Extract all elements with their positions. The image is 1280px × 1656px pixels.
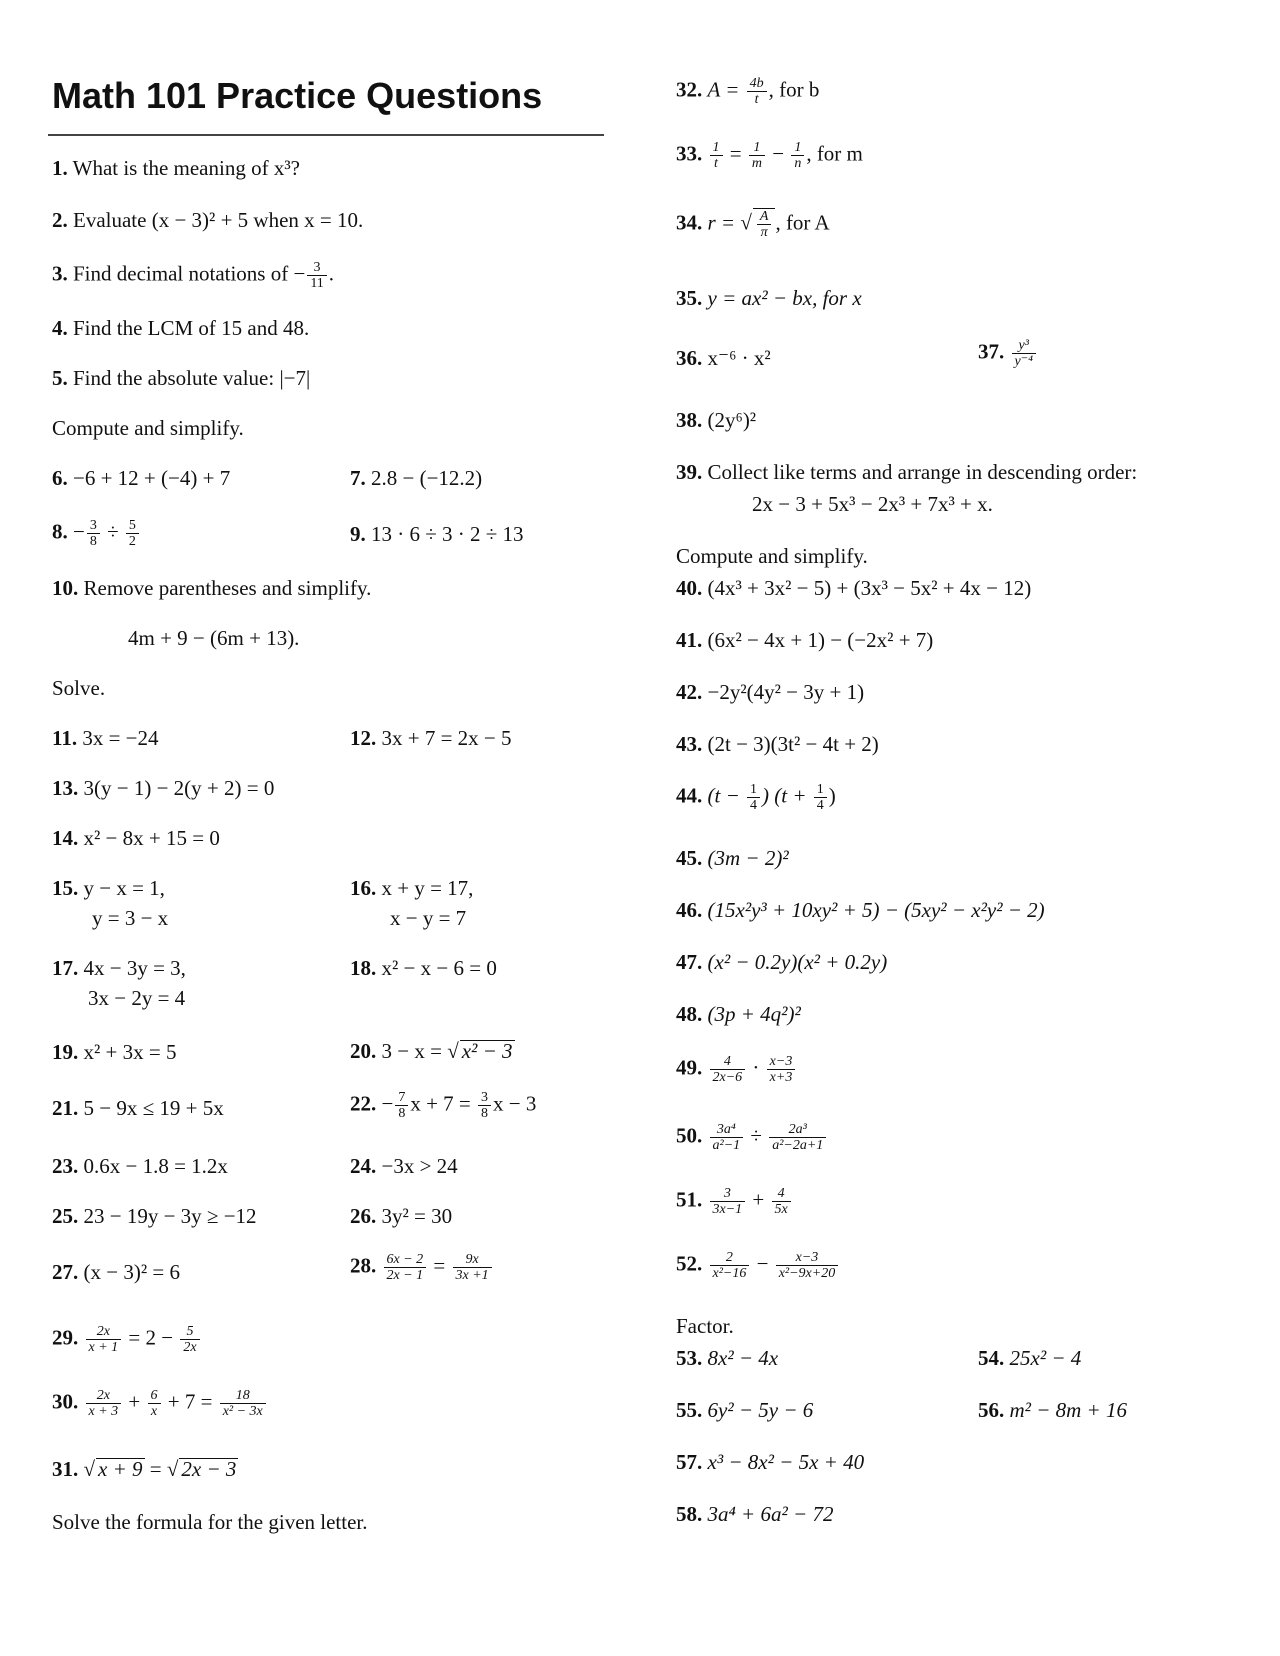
question-23: 23. 0.6x − 1.8 = 1.2x [52, 1154, 228, 1178]
section-heading: Solve. [52, 676, 106, 700]
question-22: 22. − $\frac{7}{8}$ x + 7 = $\frac{3}{8}$ x − 3 [350, 1090, 537, 1122]
question-45: 45. (3m − 2)² [676, 846, 789, 870]
question-44: 44. (t − $\frac{1}{4}$ ) (t + $\frac{1}{4}$ ) [676, 782, 836, 814]
question-32: 32. A = $\frac{4b}{t}$ , for b [676, 76, 820, 108]
question-38: 38. (2y⁶)² [676, 408, 757, 432]
question-39: 39. Collect like terms and arrange in descending order: [676, 460, 1138, 484]
question-11: 11. 3x = −24 [52, 726, 159, 750]
question-25: 25. 23 − 19y − 3y ≥ −12 [52, 1204, 257, 1228]
question-19: 19. x² + 3x = 5 [52, 1040, 177, 1064]
question-58: 58. 3a⁴ + 6a² − 72 [676, 1502, 834, 1526]
question-46: 46. (15x²y³ + 10xy² + 5) − (5xy² − x²y² − 2) [676, 898, 1045, 922]
question-2: 2. Evaluate (x − 3)² + 5 when x = 10. [52, 208, 364, 232]
question-30: 30. $\frac{2x}{x + 3}$ + $\frac{6}{x}$ + 7 = $\frac{18}{\text{x² − 3x}}$ [52, 1388, 268, 1420]
question-33: 33. $\frac{1}{t}$ = $\frac{1}{m}$ − $\frac{1}{n}$ , for m [676, 140, 863, 172]
question-4: 4. Find the LCM of 15 and 48. [52, 316, 310, 340]
question-24: 24. −3x > 24 [350, 1154, 458, 1178]
question-21: 21. 5 − 9x ≤ 19 + 5x [52, 1096, 224, 1120]
question-26: 26. 3y² = 30 [350, 1204, 453, 1228]
question-35: 35. y = ax² − bx, for x [676, 286, 862, 310]
question-56: 56. m² − 8m + 16 [978, 1398, 1127, 1422]
question-9: 9. 13 · 6 ÷ 3 · 2 ÷ 13 [350, 522, 524, 546]
question-15-line2: y = 3 − x [92, 906, 169, 930]
question-5: 5. Find the absolute value: |−7| [52, 366, 311, 390]
question-37: 37. $\frac{\text{y³}}{\text{y⁻⁴}}$ [978, 338, 1038, 370]
question-47: 47. (x² − 0.2y)(x² + 0.2y) [676, 950, 888, 974]
question-52: 52. $\frac{2}{\text{x²−16}}$ − $\frac{x-3}{\text{x²−9x+20}}$ [676, 1250, 840, 1282]
question-55: 55. 6y² − 5y − 6 [676, 1398, 814, 1422]
question-20: 20. 3 − x = √ x² − 3 [350, 1039, 513, 1063]
question-41: 41. (6x² − 4x + 1) − (−2x² + 7) [676, 628, 934, 652]
question-50: 50. $\frac{\text{3a⁴}}{\text{a²−1}}$ ÷ $\frac{\text{2a³}}{\text{a²−2a+1}}$ [676, 1122, 828, 1154]
section-heading: Compute and simplify. [676, 544, 868, 568]
question-15: 15. y − x = 1, [52, 876, 165, 900]
question-48: 48. (3p + 4q²)² [676, 1002, 801, 1026]
title-divider [48, 134, 604, 136]
section-heading: Compute and simplify. [52, 416, 244, 440]
question-3: 3. Find decimal notations of − $\frac{3}{11}$ . [52, 260, 335, 292]
question-16: 16. x + y = 17, [350, 876, 474, 900]
question-14: 14. x² − 8x + 15 = 0 [52, 826, 220, 850]
question-40: 40. (4x³ + 3x² − 5) + (3x³ − 5x² + 4x − 12) [676, 576, 1032, 600]
question-49: 49. $\frac{4}{2x-6}$ · $\frac{x-3}{x+3}$ [676, 1054, 797, 1086]
question-10: 10. Remove parentheses and simplify. [52, 576, 372, 600]
question-34: 34. r = √ $\frac{A}{\pi}$ , for A [676, 209, 830, 241]
question-54: 54. 25x² − 4 [978, 1346, 1082, 1370]
question-39-expression: 2x − 3 + 5x³ − 2x³ + 7x³ + x. [752, 492, 993, 516]
section-heading: Factor. [676, 1314, 734, 1338]
question-43: 43. (2t − 3)(3t² − 4t + 2) [676, 732, 879, 756]
question-31: 31. √ x + 9 = √ 2x − 3 [52, 1457, 237, 1481]
question-8: 8. − $\frac{3}{8}$ ÷ $\frac{5}{2}$ [52, 518, 141, 550]
question-17: 17. 4x − 3y = 3, [52, 956, 186, 980]
question-12: 12. 3x + 7 = 2x − 5 [350, 726, 512, 750]
question-51: 51. $\frac{3}{3x-1}$ + $\frac{4}{5x}$ [676, 1186, 793, 1218]
question-16-line2: x − y = 7 [390, 906, 467, 930]
question-7: 7. 2.8 − (−12.2) [350, 466, 483, 490]
question-1: 1. What is the meaning of x³? [52, 156, 300, 180]
question-53: 53. 8x² − 4x [676, 1346, 779, 1370]
question-36: 36. x⁻⁶ · x² [676, 346, 771, 370]
question-13: 13. 3(y − 1) − 2(y + 2) = 0 [52, 776, 275, 800]
question-57: 57. x³ − 8x² − 5x + 40 [676, 1450, 865, 1474]
page-title: Math 101 Practice Questions [52, 75, 543, 116]
question-29: 29. $\frac{2x}{x + 1}$ = 2 − $\frac{5}{2x}$ [52, 1324, 202, 1356]
question-10-expression: 4m + 9 − (6m + 13). [128, 626, 300, 650]
section-heading: Solve the formula for the given letter. [52, 1510, 368, 1534]
question-28: 28. $\frac{6x - 2}{2x - 1}$ = $\frac{9x}{3x +1}$ [350, 1252, 494, 1284]
question-42: 42. −2y²(4y² − 3y + 1) [676, 680, 865, 704]
question-17-line2: 3x − 2y = 4 [88, 986, 186, 1010]
question-27: 27. (x − 3)² = 6 [52, 1260, 180, 1284]
question-18: 18. x² − x − 6 = 0 [350, 956, 497, 980]
question-6: 6. −6 + 12 + (−4) + 7 [52, 466, 231, 490]
